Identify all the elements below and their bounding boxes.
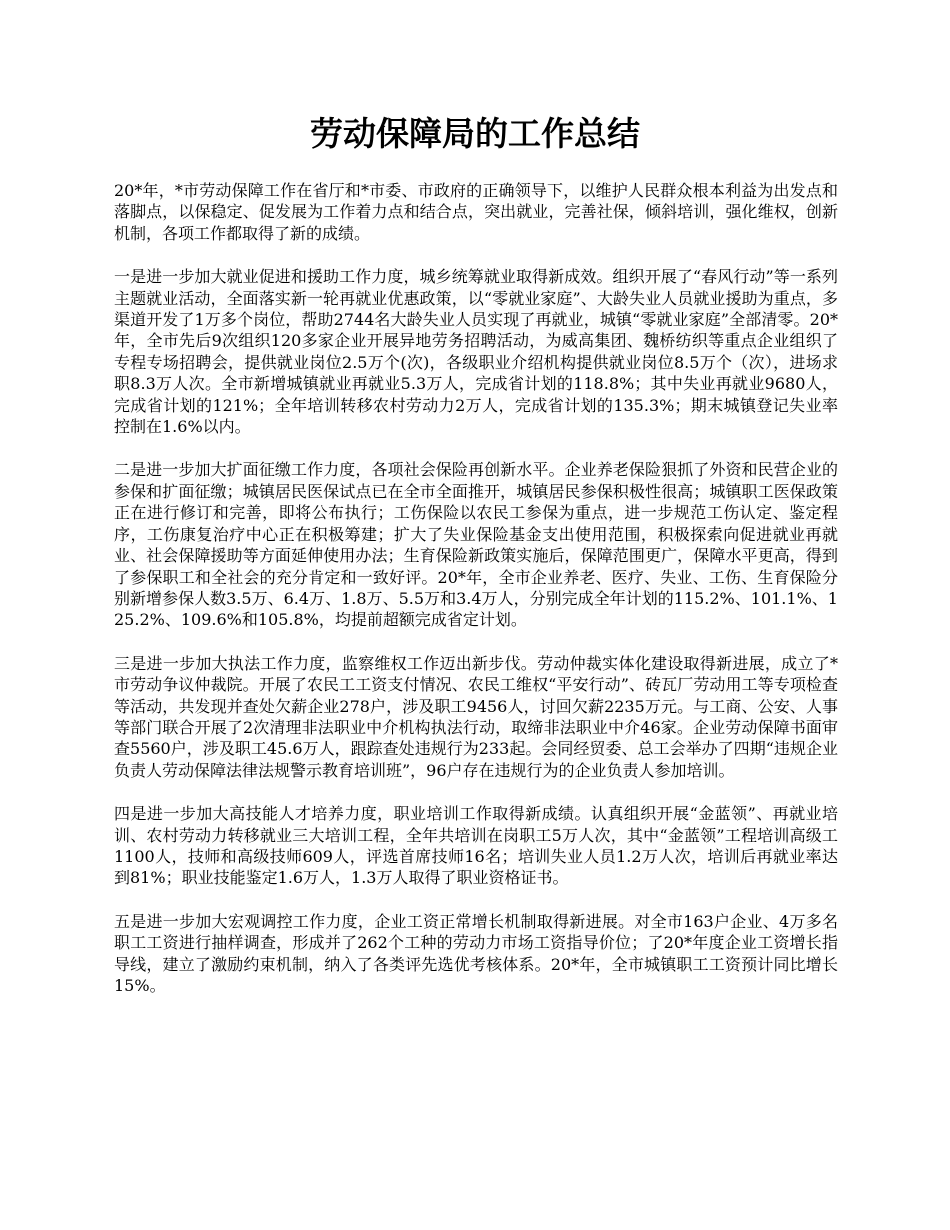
page-title: 劳动保障局的工作总结 <box>310 114 640 153</box>
paragraph-social-insurance: 二是进一步加大扩面征缴工作力度，各项社会保险再创新水平。企业养老保险狠抓了外资和民营企业的参保和扩面征缴；城镇居民医保试点已在全市全面推开，城镇居民参保积极性很高；城镇职工医保政策正在进行修订和完善，即将公布执行；工伤保险以农民工参保为重点，进一步规范工伤认定、鉴定程序，工伤康复治疗中心正在积极筹建；扩大了失业保险基金支出使用范围，积极探索向促进就业再就业、社会保障援助等方面延伸使用办法；生育保险新政策实施后，保障范围更广，保障水平更高，得到了参保职工和全社会的充分肯定和一致好评。20*年，全市企业养老、医疗、失业、工伤、生育保险分别新增参保人数3.5万、6.4万、1.8万、5.5万和3.4万人，分别完成全年计划的115.2%、101.1%、125.2%、109.6%和105.8%，均提前超额完成省定计划。 <box>114 460 838 630</box>
paragraph-employment: 一是进一步加大就业促进和援助工作力度，城乡统筹就业取得新成效。组织开展了“春风行动”等一系列主题就业活动，全面落实新一轮再就业优惠政策，以“零就业家庭”、大龄失业人员就业援助为重点，多渠道开发了1万多个岗位，帮助2744名大龄失业人员实现了再就业，城镇“零就业家庭”全部清零。20*年，全市先后9次组织120多家企业开展异地劳务招聘活动，为威高集团、魏桥纺织等重点企业组织了专程专场招聘会，提供就业岗位2.5万个(次)，各级职业介绍机构提供就业岗位8.5万个（次），进场求职8.3万人次。全市新增城镇就业再就业5.3万人，完成省计划的118.8%；其中失业再就业9680人，完成省计划的121%；全年培训转移农村劳动力2万人，完成省计划的135.3%；期末城镇登记失业率控制在1.6%以内。 <box>114 267 838 437</box>
paragraph-law-enforcement: 三是进一步加大执法工作力度，监察维权工作迈出新步伐。劳动仲裁实体化建设取得新进展，成立了*市劳动争议仲裁院。开展了农民工工资支付情况、农民工维权“平安行动”、砖瓦厂劳动用工等专项检查等活动，共发现并查处欠薪企业278户，涉及职工9456人，讨回欠薪2235万元。与工商、公安、人事等部门联合开展了2次清理非法职业中介机构执法行动，取缔非法职业中介46家。企业劳动保障书面审查5560户，涉及职工45.6万人，跟踪查处违规行为233起。会同经贸委、总工会举办了四期“违规企业负责人劳动保障法律法规警示教育培训班”，96户存在违规行为的企业负责人参加培训。 <box>114 653 838 780</box>
paragraph-intro: 20*年，*市劳动保障工作在省厅和*市委、市政府的正确领导下，以维护人民群众根本利益为出发点和落脚点，以保稳定、促发展为工作着力点和结合点，突出就业，完善社保，倾斜培训，强化维权，创新机制，各项工作都取得了新的成绩。 <box>114 181 838 243</box>
paragraph-wage-regulation: 五是进一步加大宏观调控工作力度，企业工资正常增长机制取得新进展。对全市163户企业、4万多名职工工资进行抽样调查，形成并了262个工种的劳动力市场工资指导价位；了20*年度企业工资增长指导线，建立了激励约束机制，纳入了各类评先选优考核体系。20*年，全市城镇职工工资预计同比增长15%。 <box>114 911 838 995</box>
paragraph-vocational-training: 四是进一步加大高技能人才培养力度，职业培训工作取得新成绩。认真组织开展“金蓝领”、再就业培训、农村劳动力转移就业三大培训工程，全年共培训在岗职工5万人次，其中“金蓝领”工程培训高级工1100人，技师和高级技师609人，评选首席技师16名；培训失业人员1.2万人次，培训后再就业率达到81%；职业技能鉴定1.6万人，1.3万人取得了职业资格证书。 <box>114 804 838 888</box>
document-body <box>114 180 838 1018</box>
